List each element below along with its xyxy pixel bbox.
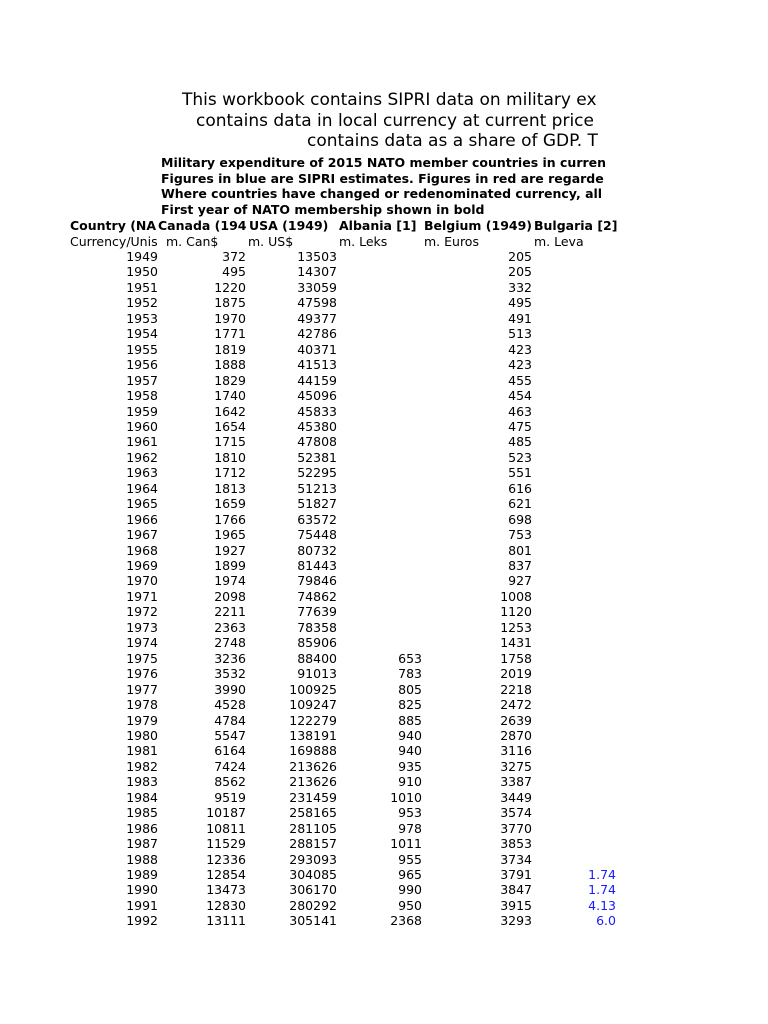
table-cell-canada[interactable]: 3532 <box>214 666 246 682</box>
table-cell-canada[interactable]: 1970 <box>214 310 246 326</box>
table-cell-bulgaria[interactable] <box>532 527 616 543</box>
table-cell-usa[interactable]: 33059 <box>297 279 337 295</box>
table-cell-canada[interactable]: 13473 <box>206 882 246 898</box>
intro-text <box>160 90 618 152</box>
table-cell-bulgaria[interactable] <box>532 249 616 265</box>
table-cell-year[interactable]: 1992 <box>126 913 158 929</box>
table-cell-usa[interactable]: 75448 <box>297 527 337 543</box>
table-cell-belgium[interactable]: 3449 <box>500 789 532 805</box>
table-cell-bulgaria[interactable] <box>532 589 616 605</box>
unit-label[interactable]: m. Leva <box>534 234 584 249</box>
table-cell-canada[interactable]: 2098 <box>214 588 246 604</box>
table-cell-usa[interactable]: 41513 <box>297 357 337 373</box>
table-cell-albania[interactable] <box>337 311 422 327</box>
table-cell-albania[interactable]: 825 <box>398 697 422 713</box>
table-cell-albania[interactable] <box>337 326 422 342</box>
table-cell-belgium[interactable]: 3853 <box>500 836 532 852</box>
table-cell-bulgaria[interactable] <box>532 713 616 729</box>
table-cell-belgium[interactable]: 2472 <box>500 697 532 713</box>
table-cell-usa[interactable]: 42786 <box>297 326 337 342</box>
table-cell-bulgaria[interactable] <box>532 450 616 466</box>
table-cell-albania[interactable]: 910 <box>398 774 422 790</box>
table-cell-year[interactable]: 1959 <box>126 403 158 419</box>
table-cell-canada[interactable]: 1927 <box>214 542 246 558</box>
table-cell-year[interactable]: 1973 <box>126 619 158 635</box>
table-cell-usa[interactable]: 231459 <box>289 789 337 805</box>
table-cell-albania[interactable] <box>337 543 422 559</box>
table-cell-year[interactable]: 1966 <box>126 511 158 527</box>
table-cell-canada[interactable]: 12830 <box>206 897 246 913</box>
table-cell-year[interactable]: 1975 <box>126 650 158 666</box>
table-cell-canada[interactable]: 6164 <box>214 743 246 759</box>
table-cell-year[interactable]: 1978 <box>126 697 158 713</box>
table-cell-belgium[interactable]: 495 <box>508 295 532 311</box>
table-cell-bulgaria[interactable] <box>532 743 616 759</box>
table-cell-year[interactable]: 1968 <box>126 542 158 558</box>
table-cell-usa[interactable]: 304085 <box>289 867 337 882</box>
table-cell-belgium[interactable]: 205 <box>508 264 532 280</box>
table-cell-bulgaria[interactable] <box>532 852 616 868</box>
table-cell-bulgaria[interactable] <box>532 496 616 512</box>
table-cell-year[interactable]: 1961 <box>126 434 158 450</box>
table-cell-bulgaria[interactable] <box>532 404 616 420</box>
table-cell-canada[interactable]: 5547 <box>214 727 246 743</box>
table-cell-usa[interactable]: 14307 <box>297 264 337 280</box>
table-cell-canada[interactable]: 8562 <box>214 774 246 790</box>
table-cell-canada[interactable]: 1813 <box>214 480 246 496</box>
table-cell-albania[interactable] <box>337 512 422 528</box>
table-cell-belgium[interactable]: 3116 <box>500 743 532 759</box>
table-cell-belgium[interactable]: 205 <box>508 249 532 264</box>
table-cell-year[interactable]: 1964 <box>126 480 158 496</box>
table-cell-belgium[interactable]: 332 <box>508 279 532 295</box>
table-cell-albania[interactable] <box>337 373 422 389</box>
table-cell-canada[interactable]: 10811 <box>206 820 246 836</box>
table-cell-canada[interactable]: 372 <box>222 249 246 264</box>
table-cell-belgium[interactable]: 3293 <box>500 913 532 929</box>
table-cell-year[interactable]: 1986 <box>126 820 158 836</box>
table-cell-belgium[interactable]: 3915 <box>500 897 532 913</box>
table-cell-bulgaria[interactable] <box>532 264 616 280</box>
table-cell-year[interactable]: 1981 <box>126 743 158 759</box>
table-cell-canada[interactable]: 2363 <box>214 619 246 635</box>
table-cell-canada[interactable]: 2748 <box>214 635 246 651</box>
table-cell-albania[interactable] <box>337 450 422 466</box>
table-cell-year[interactable]: 1958 <box>126 388 158 404</box>
table-cell-usa[interactable]: 79846 <box>297 573 337 589</box>
column-header[interactable]: Bulgaria [2] <box>534 218 618 233</box>
table-cell-year[interactable]: 1949 <box>126 249 158 264</box>
table-cell-albania[interactable]: 1011 <box>390 836 422 852</box>
table-cell-canada[interactable]: 1715 <box>214 434 246 450</box>
table-cell-belgium[interactable]: 3791 <box>500 867 532 882</box>
table-cell-belgium[interactable]: 463 <box>508 403 532 419</box>
table-cell-usa[interactable]: 40371 <box>297 341 337 357</box>
table-cell-bulgaria[interactable] <box>532 697 616 713</box>
table-cell-canada[interactable]: 9519 <box>214 789 246 805</box>
table-cell-belgium[interactable]: 3275 <box>500 758 532 774</box>
column-header[interactable]: USA (1949) <box>249 218 329 233</box>
table-cell-belgium[interactable]: 3734 <box>500 851 532 867</box>
table-cell-usa[interactable]: 45833 <box>297 403 337 419</box>
table-cell-usa[interactable]: 74862 <box>297 588 337 604</box>
table-cell-albania[interactable] <box>337 465 422 481</box>
table-cell-year[interactable]: 1955 <box>126 341 158 357</box>
table-cell-albania[interactable]: 783 <box>398 666 422 682</box>
table-cell-year[interactable]: 1950 <box>126 264 158 280</box>
table-cell-canada[interactable]: 1766 <box>214 511 246 527</box>
table-cell-usa[interactable]: 258165 <box>289 805 337 821</box>
table-cell-canada[interactable]: 1888 <box>214 357 246 373</box>
table-cell-belgium[interactable]: 1120 <box>500 604 532 620</box>
table-cell-year[interactable]: 1972 <box>126 604 158 620</box>
table-cell-belgium[interactable]: 801 <box>508 542 532 558</box>
table-cell-canada[interactable]: 1899 <box>214 558 246 573</box>
column-header[interactable]: Canada (194 <box>158 218 247 233</box>
table-cell-albania[interactable] <box>337 388 422 404</box>
table-cell-bulgaria[interactable] <box>532 280 616 296</box>
table-cell-belgium[interactable]: 513 <box>508 326 532 342</box>
table-cell-belgium[interactable]: 455 <box>508 372 532 388</box>
table-cell-belgium[interactable]: 3387 <box>500 774 532 790</box>
table-cell-canada[interactable]: 1965 <box>214 527 246 543</box>
table-cell-belgium[interactable]: 1253 <box>500 619 532 635</box>
table-cell-bulgaria[interactable] <box>532 790 616 806</box>
table-cell-year[interactable]: 1971 <box>126 588 158 604</box>
table-cell-bulgaria[interactable] <box>532 774 616 790</box>
table-cell-albania[interactable] <box>337 419 422 435</box>
table-cell-belgium[interactable]: 698 <box>508 511 532 527</box>
table-cell-usa[interactable]: 52295 <box>297 465 337 481</box>
table-cell-bulgaria[interactable] <box>532 821 616 837</box>
table-cell-bulgaria[interactable] <box>532 651 616 667</box>
table-cell-canada[interactable]: 3236 <box>214 650 246 666</box>
table-cell-year[interactable]: 1985 <box>126 805 158 821</box>
table-cell-canada[interactable]: 12854 <box>206 867 246 882</box>
table-cell-albania[interactable] <box>337 527 422 543</box>
table-cell-bulgaria[interactable] <box>532 465 616 481</box>
table-cell-canada[interactable]: 495 <box>222 264 246 280</box>
table-cell-canada[interactable]: 1810 <box>214 449 246 465</box>
table-cell-bulgaria[interactable] <box>532 295 616 311</box>
table-cell-canada[interactable]: 1819 <box>214 341 246 357</box>
table-cell-albania[interactable] <box>337 404 422 420</box>
table-cell-belgium[interactable]: 3770 <box>500 820 532 836</box>
intro-line-2: contains data in local currency at current price <box>196 110 594 131</box>
table-cell-bulgaria[interactable]: 6.0 <box>596 913 616 929</box>
table-cell-belgium[interactable]: 475 <box>508 418 532 434</box>
table-cell-usa[interactable]: 213626 <box>289 774 337 790</box>
table-cell-belgium[interactable]: 454 <box>508 388 532 404</box>
unit-label[interactable]: m. Euros <box>424 234 479 249</box>
note-line: Figures in blue are SIPRI estimates. Figures in red are regarde <box>161 170 604 186</box>
table-cell-usa[interactable]: 81443 <box>297 558 337 573</box>
table-cell-year[interactable]: 1979 <box>126 712 158 728</box>
table-cell-year[interactable]: 1977 <box>126 681 158 697</box>
intro-line-1: This workbook contains SIPRI data on military ex <box>182 90 597 110</box>
table-cell-usa[interactable]: 77639 <box>297 604 337 620</box>
table-cell-usa[interactable]: 306170 <box>289 882 337 898</box>
table-cell-usa[interactable]: 51827 <box>297 496 337 512</box>
table-cell-belgium[interactable]: 485 <box>508 434 532 450</box>
table-cell-canada[interactable]: 1220 <box>214 279 246 295</box>
table-cell-bulgaria[interactable] <box>532 434 616 450</box>
table-cell-albania[interactable]: 965 <box>398 867 422 882</box>
table-cell-canada[interactable]: 2211 <box>214 604 246 620</box>
table-cell-usa[interactable]: 47808 <box>297 434 337 450</box>
table-cell-usa[interactable]: 88400 <box>297 650 337 666</box>
table-cell-year[interactable]: 1980 <box>126 727 158 743</box>
table-cell-albania[interactable]: 885 <box>398 712 422 728</box>
table-cell-albania[interactable] <box>337 264 422 280</box>
table-cell-albania[interactable] <box>337 342 422 358</box>
table-cell-albania[interactable]: 978 <box>398 820 422 836</box>
table-cell-canada[interactable]: 1974 <box>214 573 246 589</box>
table-cell-usa[interactable]: 288157 <box>289 836 337 852</box>
unit-label[interactable]: m. Can$ <box>166 234 219 249</box>
table-cell-belgium[interactable]: 927 <box>508 573 532 589</box>
unit-label[interactable]: Currency/Unis <box>70 234 158 249</box>
table-cell-year[interactable]: 1988 <box>126 851 158 867</box>
table-cell-usa[interactable]: 47598 <box>297 295 337 311</box>
table-cell-year[interactable]: 1960 <box>126 418 158 434</box>
table-cell-year[interactable]: 1990 <box>126 882 158 898</box>
table-cell-usa[interactable]: 91013 <box>297 666 337 682</box>
table-cell-belgium[interactable]: 616 <box>508 480 532 496</box>
table-cell-usa[interactable]: 44159 <box>297 372 337 388</box>
table-cell-belgium[interactable]: 2870 <box>500 727 532 743</box>
table-cell-usa[interactable]: 78358 <box>297 619 337 635</box>
table-cell-canada[interactable]: 1829 <box>214 372 246 388</box>
table-cell-belgium[interactable]: 3574 <box>500 805 532 821</box>
table-cell-year[interactable]: 1991 <box>126 897 158 913</box>
table-cell-albania[interactable] <box>337 357 422 373</box>
table-cell-albania[interactable] <box>337 481 422 497</box>
table-cell-year[interactable]: 1969 <box>126 558 158 573</box>
table-cell-year[interactable]: 1965 <box>126 496 158 512</box>
table-cell-usa[interactable]: 305141 <box>289 913 337 929</box>
notes-block <box>161 155 617 217</box>
table-cell-year[interactable]: 1962 <box>126 449 158 465</box>
table-cell-usa[interactable]: 100925 <box>289 681 337 697</box>
table-cell-canada[interactable]: 13111 <box>206 913 246 929</box>
table-cell-bulgaria[interactable] <box>532 543 616 559</box>
table-cell-belgium[interactable]: 2218 <box>500 681 532 697</box>
table-cell-canada[interactable]: 1654 <box>214 418 246 434</box>
table-cell-usa[interactable]: 122279 <box>289 712 337 728</box>
intro-line-3: contains data as a share of GDP. T <box>307 131 598 151</box>
table-cell-year[interactable]: 1952 <box>126 295 158 311</box>
table-cell-usa[interactable]: 280292 <box>289 897 337 913</box>
table-cell-bulgaria[interactable] <box>532 836 616 852</box>
table-cell-year[interactable]: 1976 <box>126 666 158 682</box>
table-cell-bulgaria[interactable] <box>532 326 616 342</box>
table-cell-albania[interactable] <box>337 620 422 636</box>
table-cell-albania[interactable]: 953 <box>398 805 422 821</box>
column-header[interactable]: Country (NA <box>70 218 157 233</box>
table-cell-belgium[interactable]: 837 <box>508 558 532 573</box>
table-cell-albania[interactable] <box>337 295 422 311</box>
table-cell-belgium[interactable]: 551 <box>508 465 532 481</box>
table-cell-belgium[interactable]: 621 <box>508 496 532 512</box>
table-cell-belgium[interactable]: 3847 <box>500 882 532 898</box>
table-cell-usa[interactable]: 51213 <box>297 480 337 496</box>
table-cell-canada[interactable]: 4528 <box>214 697 246 713</box>
table-cell-year[interactable]: 1967 <box>126 527 158 543</box>
table-cell-bulgaria[interactable] <box>532 759 616 775</box>
table-cell-albania[interactable] <box>337 280 422 296</box>
table-cell-bulgaria[interactable] <box>532 604 616 620</box>
table-cell-bulgaria[interactable] <box>532 357 616 373</box>
table-cell-bulgaria[interactable]: 1.74 <box>588 882 616 898</box>
table-cell-year[interactable]: 1984 <box>126 789 158 805</box>
table-cell-bulgaria[interactable] <box>532 373 616 389</box>
table-cell-belgium[interactable]: 423 <box>508 341 532 357</box>
table-cell-year[interactable]: 1974 <box>126 635 158 651</box>
unit-label[interactable]: m. Leks <box>339 234 388 249</box>
table-cell-usa[interactable]: 109247 <box>289 697 337 713</box>
table-cell-bulgaria[interactable] <box>532 311 616 327</box>
table-cell-albania[interactable] <box>337 496 422 512</box>
table-cell-year[interactable]: 1970 <box>126 573 158 589</box>
table-cell-canada[interactable]: 1642 <box>214 403 246 419</box>
table-cell-albania[interactable]: 805 <box>398 681 422 697</box>
table-cell-canada[interactable]: 1740 <box>214 388 246 404</box>
table-cell-albania[interactable]: 2368 <box>390 913 422 929</box>
table-cell-bulgaria[interactable] <box>532 512 616 528</box>
table-cell-canada[interactable]: 1659 <box>214 496 246 512</box>
table-cell-year[interactable]: 1982 <box>126 758 158 774</box>
table-cell-bulgaria[interactable] <box>532 805 616 821</box>
table-cell-usa[interactable]: 138191 <box>289 727 337 743</box>
column-header[interactable]: Albania [1] <box>339 218 417 233</box>
table-cell-bulgaria[interactable] <box>532 620 616 636</box>
table-cell-belgium[interactable]: 1758 <box>500 650 532 666</box>
table-cell-bulgaria[interactable] <box>532 635 616 651</box>
table-cell-usa[interactable]: 85906 <box>297 635 337 651</box>
table-cell-usa[interactable]: 293093 <box>289 851 337 867</box>
table-cell-albania[interactable]: 653 <box>398 650 422 666</box>
table-cell-usa[interactable]: 281105 <box>289 820 337 836</box>
table-cell-canada[interactable]: 10187 <box>206 805 246 821</box>
table-cell-albania[interactable] <box>337 604 422 620</box>
table-cell-belgium[interactable]: 423 <box>508 357 532 373</box>
table-cell-albania[interactable] <box>337 589 422 605</box>
table-cell-bulgaria[interactable] <box>532 573 616 589</box>
note-line: First year of NATO membership shown in bold <box>161 201 485 217</box>
table-cell-albania[interactable]: 935 <box>398 758 422 774</box>
table-cell-canada[interactable]: 11529 <box>206 836 246 852</box>
table-cell-year[interactable]: 1956 <box>126 357 158 373</box>
table-cell-albania[interactable] <box>337 573 422 589</box>
table-cell-belgium[interactable]: 2639 <box>500 712 532 728</box>
table-cell-year[interactable]: 1953 <box>126 310 158 326</box>
table-cell-canada[interactable]: 3990 <box>214 681 246 697</box>
table-cell-year[interactable]: 1957 <box>126 372 158 388</box>
table-cell-belgium[interactable]: 1008 <box>500 588 532 604</box>
table-cell-belgium[interactable]: 523 <box>508 449 532 465</box>
table-cell-year[interactable]: 1951 <box>126 279 158 295</box>
table-cell-albania[interactable] <box>337 249 422 265</box>
note-line: Military expenditure of 2015 NATO member countries in curren <box>161 155 607 170</box>
table-cell-year[interactable]: 1954 <box>126 326 158 342</box>
table-cell-year[interactable]: 1989 <box>126 867 158 882</box>
table-cell-belgium[interactable]: 753 <box>508 527 532 543</box>
table-cell-bulgaria[interactable]: 4.13 <box>588 897 616 913</box>
unit-label[interactable]: m. US$ <box>248 234 294 249</box>
note-line: Where countries have changed or redenominated currency, all <box>161 186 603 202</box>
table-cell-bulgaria[interactable] <box>532 728 616 744</box>
table-cell-bulgaria[interactable] <box>532 682 616 698</box>
table-cell-albania[interactable]: 990 <box>398 882 422 898</box>
table-cell-bulgaria[interactable]: 1.74 <box>588 867 616 882</box>
table-cell-usa[interactable]: 45096 <box>297 388 337 404</box>
column-header[interactable]: Belgium (1949) <box>424 218 533 233</box>
table-cell-usa[interactable]: 13503 <box>297 249 337 264</box>
table-cell-albania[interactable]: 1010 <box>390 789 422 805</box>
table-cell-canada[interactable]: 12336 <box>206 851 246 867</box>
table-cell-usa[interactable]: 169888 <box>289 743 337 759</box>
table-cell-bulgaria[interactable] <box>532 666 616 682</box>
table-cell-bulgaria[interactable] <box>532 419 616 435</box>
table-cell-usa[interactable]: 49377 <box>297 310 337 326</box>
table-cell-usa[interactable]: 45380 <box>297 418 337 434</box>
table-cell-belgium[interactable]: 1431 <box>500 635 532 651</box>
table-cell-usa[interactable]: 213626 <box>289 758 337 774</box>
table-cell-year[interactable]: 1963 <box>126 465 158 481</box>
table-cell-bulgaria[interactable] <box>532 342 616 358</box>
table-cell-canada[interactable]: 7424 <box>214 758 246 774</box>
table-cell-belgium[interactable]: 491 <box>508 310 532 326</box>
table-cell-year[interactable]: 1987 <box>126 836 158 852</box>
table-cell-belgium[interactable]: 2019 <box>500 666 532 682</box>
table-cell-albania[interactable]: 955 <box>398 851 422 867</box>
table-cell-year[interactable]: 1983 <box>126 774 158 790</box>
table-cell-albania[interactable] <box>337 635 422 651</box>
table-cell-bulgaria[interactable] <box>532 558 616 574</box>
table-cell-albania[interactable]: 940 <box>398 743 422 759</box>
table-cell-canada[interactable]: 1771 <box>214 326 246 342</box>
table-cell-usa[interactable]: 80732 <box>297 542 337 558</box>
table-cell-usa[interactable]: 52381 <box>297 449 337 465</box>
table-cell-albania[interactable] <box>337 558 422 574</box>
table-cell-albania[interactable]: 940 <box>398 727 422 743</box>
table-cell-bulgaria[interactable] <box>532 388 616 404</box>
table-cell-usa[interactable]: 63572 <box>297 511 337 527</box>
table-cell-canada[interactable]: 1712 <box>214 465 246 481</box>
table-cell-bulgaria[interactable] <box>532 481 616 497</box>
table-cell-albania[interactable]: 950 <box>398 897 422 913</box>
table-cell-canada[interactable]: 4784 <box>214 712 246 728</box>
table-cell-canada[interactable]: 1875 <box>214 295 246 311</box>
table-cell-albania[interactable] <box>337 434 422 450</box>
